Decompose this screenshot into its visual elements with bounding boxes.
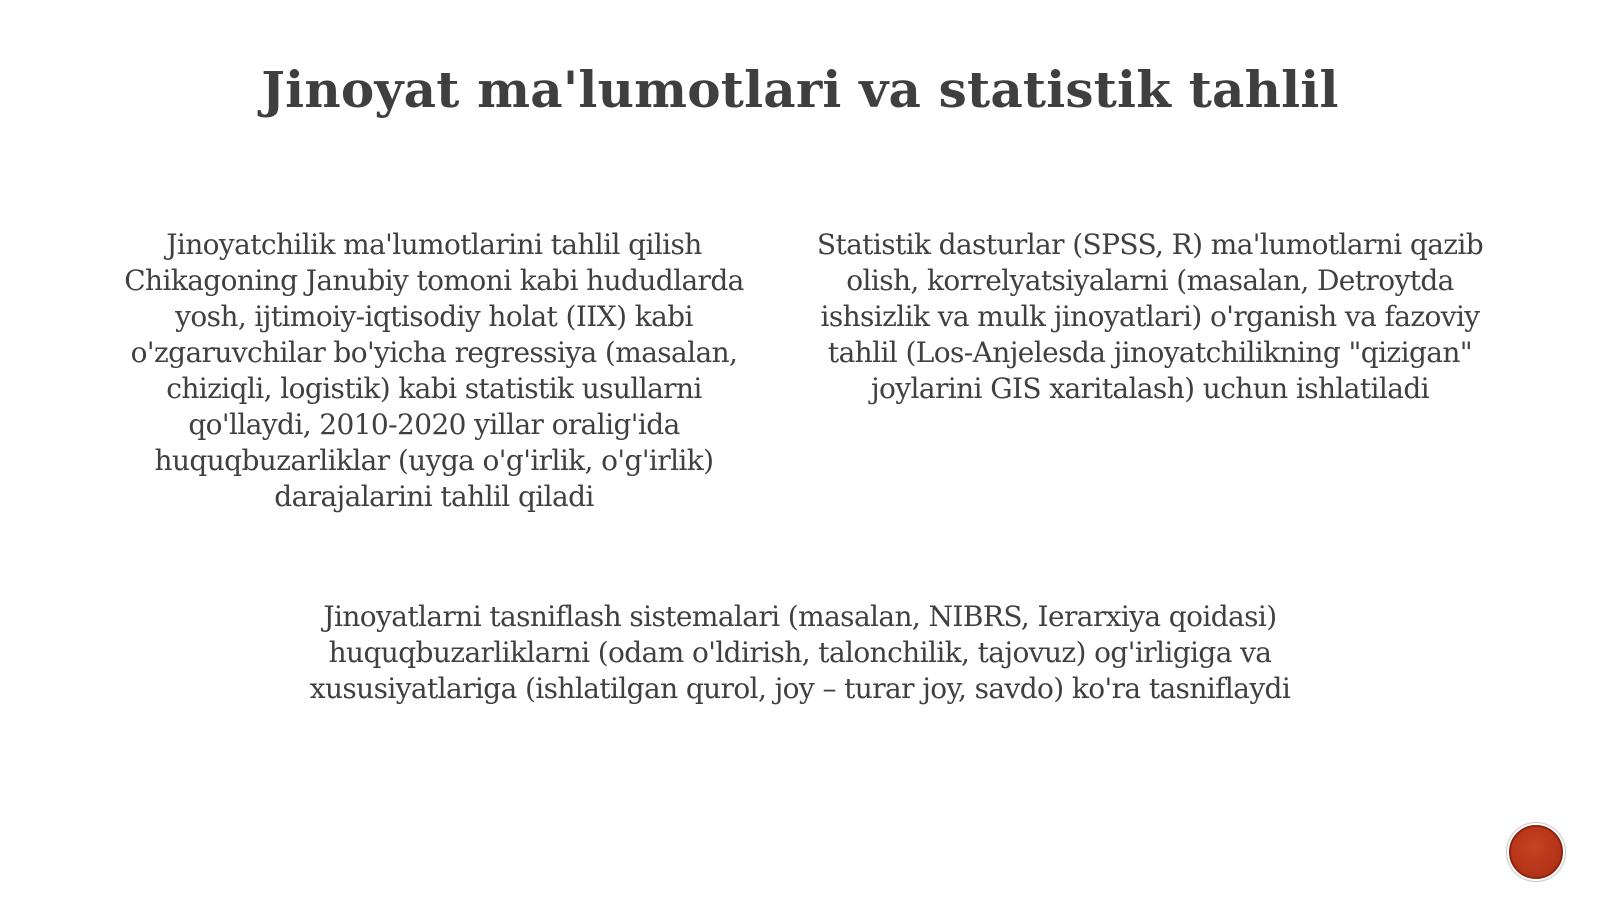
- bottom-text-block: Jinoyatlarni tasniflash sistemalari (masalan, NIBRS, Ierarxiya qoidasi) huquqbuzarliklarni (odam o'ldirish, talonchilik, tajovuz) og'irligiga va xususiyatlariga (ishlatilgan qurol, joy – turar joy, savdo) ko'ra tasniflaydi: [309, 600, 1291, 705]
- slide-title: Jinoyat ma'lumotlari va statistik tahlil: [261, 60, 1339, 119]
- right-text-block: Statistik dasturlar (SPSS, R) ma'lumotlarni qazib olish, korrelyatsiyalarni (masalan, Detroytda ishsizlik va mulk jinoyatlari) o'rganish va fazoviy tahlil (Los-Anjelesda jinoyatchilikning "qizigan" joylarini GIS xaritalash) uchun ishlatiladi: [816, 228, 1484, 405]
- next-slide-circle-icon[interactable]: [1509, 825, 1563, 879]
- left-text-block: Jinoyatchilik ma'lumotlarini tahlil qilish Chikagoning Janubiy tomoni kabi hududlarda yosh, ijtimoiy-iqtisodiy holat (IIX) kabi o'zgaruvchilar bo'yicha regressiya (masalan, chiziqli, logistik) kabi statistik usullarni qo'llaydi, 2010-2020 yillar oralig'ida huquqbuzarliklar (uyga o'g'irlik, o'g'irlik) darajalarini tahlil qiladi: [124, 228, 744, 513]
